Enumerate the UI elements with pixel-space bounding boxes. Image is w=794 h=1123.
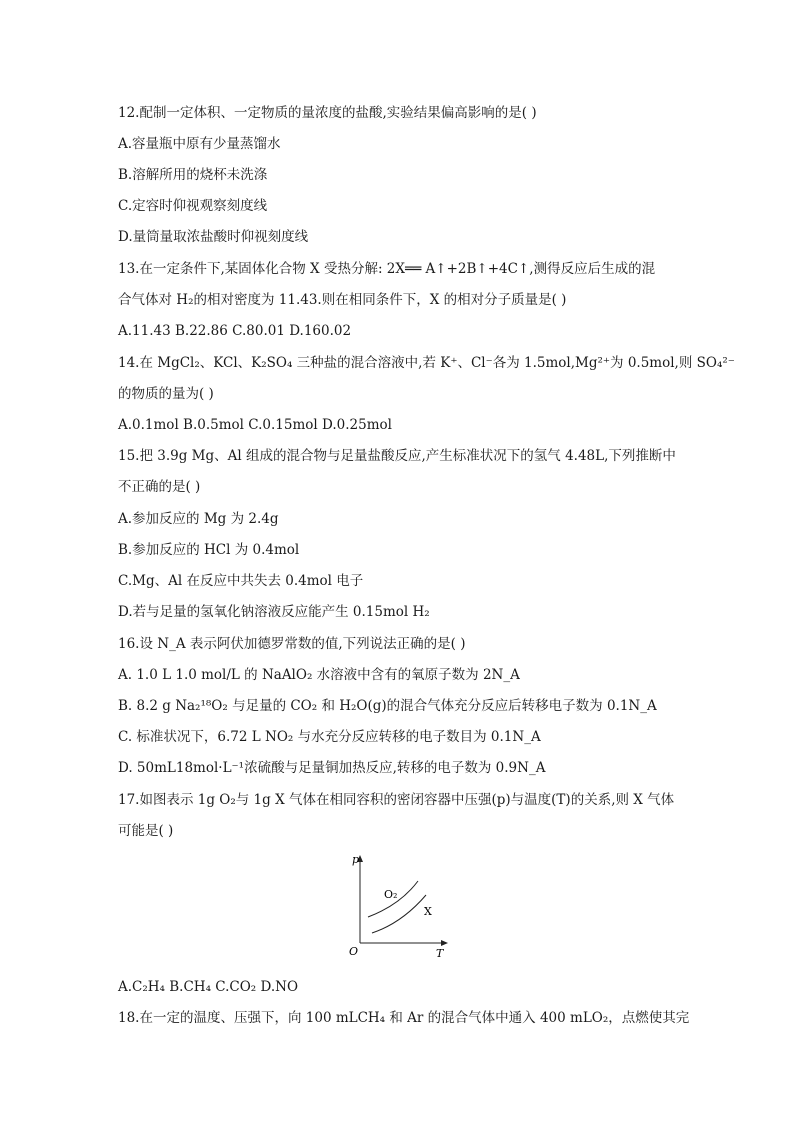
q16-stem: 16.设 N_A 表示阿伏加德罗常数的值,下列说法正确的是( ) [118, 636, 466, 652]
x-axis-arrow-icon [441, 940, 448, 946]
q14-options: A.0.1mol B.0.5mol C.0.15mol D.0.25mol [118, 417, 392, 433]
q16-option-c: C. 标准状况下，6.72 L NO₂ 与水充分反应转移的电子数目为 0.1N_A [118, 729, 541, 745]
q12-option-d: D.量筒量取浓盐酸时仰视刻度线 [118, 229, 309, 245]
q15-stem-line2: 不正确的是( ) [118, 479, 201, 495]
q13-stem-line1: 13.在一定条件下,某固体化合物 X 受热分解: 2X══ A↑+2B↑+4C↑,测得反应后生成的混 [118, 261, 656, 277]
q18-stem: 18.在一定的温度、压强下，向 100 mLCH₄ 和 Ar 的混合气体中通入 400 mLO₂，点燃使其完 [118, 1010, 690, 1026]
q12-option-b: B.溶解所用的烧杯未洗涤 [118, 167, 268, 183]
q13-options: A.11.43 B.22.86 C.80.01 D.160.02 [118, 323, 352, 339]
x-axis-label: T [436, 947, 444, 960]
y-axis-label: p [352, 853, 360, 866]
x-curve-label: X [424, 905, 432, 918]
q15-option-a: A.参加反应的 Mg 为 2.4g [118, 511, 279, 527]
q14-stem-line1: 14.在 MgCl₂、KCl、K₂SO₄ 三种盐的混合溶液中,若 K⁺、Cl⁻各为 1.5mol,Mg²⁺为 0.5mol,则 SO₄²⁻ [118, 355, 735, 371]
q17-stem-line2: 可能是( ) [118, 823, 174, 839]
q16-option-b: B. 8.2 g Na₂¹⁸O₂ 与足量的 CO₂ 和 H₂O(g)的混合气体充分反应后转移电子数为 0.1N_A [118, 698, 657, 714]
q13-stem-line2: 合气体对 H₂的相对密度为 11.43.则在相同条件下，X 的相对分子质量是( ) [118, 292, 567, 308]
q14-stem-line2: 的物质的量为( ) [118, 386, 214, 402]
q12-option-a: A.容量瓶中原有少量蒸馏水 [118, 136, 281, 152]
q15-option-d: D.若与足量的氢氧化钠溶液反应能产生 0.15mol H₂ [118, 604, 430, 620]
q12-option-c: C.定容时仰视观察刻度线 [118, 198, 268, 214]
q15-option-c: C.Mg、Al 在反应中共失去 0.4mol 电子 [118, 573, 364, 589]
q15-option-b: B.参加反应的 HCl 为 0.4mol [118, 542, 300, 558]
q17-stem-line1: 17.如图表示 1g O₂与 1g X 气体在相同容积的密闭容器中压强(p)与温度(T)的关系,则 X 气体 [118, 792, 675, 808]
pressure-temperature-diagram [340, 853, 450, 963]
o2-curve-label: O₂ [384, 888, 398, 901]
q16-option-a: A. 1.0 L 1.0 mol/L 的 NaAlO₂ 水溶液中含有的氧原子数为 2N_A [118, 667, 520, 683]
q12-stem: 12.配制一定体积、一定物质的量浓度的盐酸,实验结果偏高影响的是( ) [118, 105, 537, 121]
q16-option-d: D. 50mL18mol·L⁻¹浓硫酸与足量铜加热反应,转移的电子数为 0.9N_A [118, 760, 546, 776]
q15-stem-line1: 15.把 3.9g Mg、Al 组成的混合物与足量盐酸反应,产生标准状况下的氢气 4.48L,下列推断中 [118, 448, 676, 464]
origin-label: O [349, 945, 359, 958]
q17-options: A.C₂H₄ B.CH₄ C.CO₂ D.NO [118, 979, 299, 995]
